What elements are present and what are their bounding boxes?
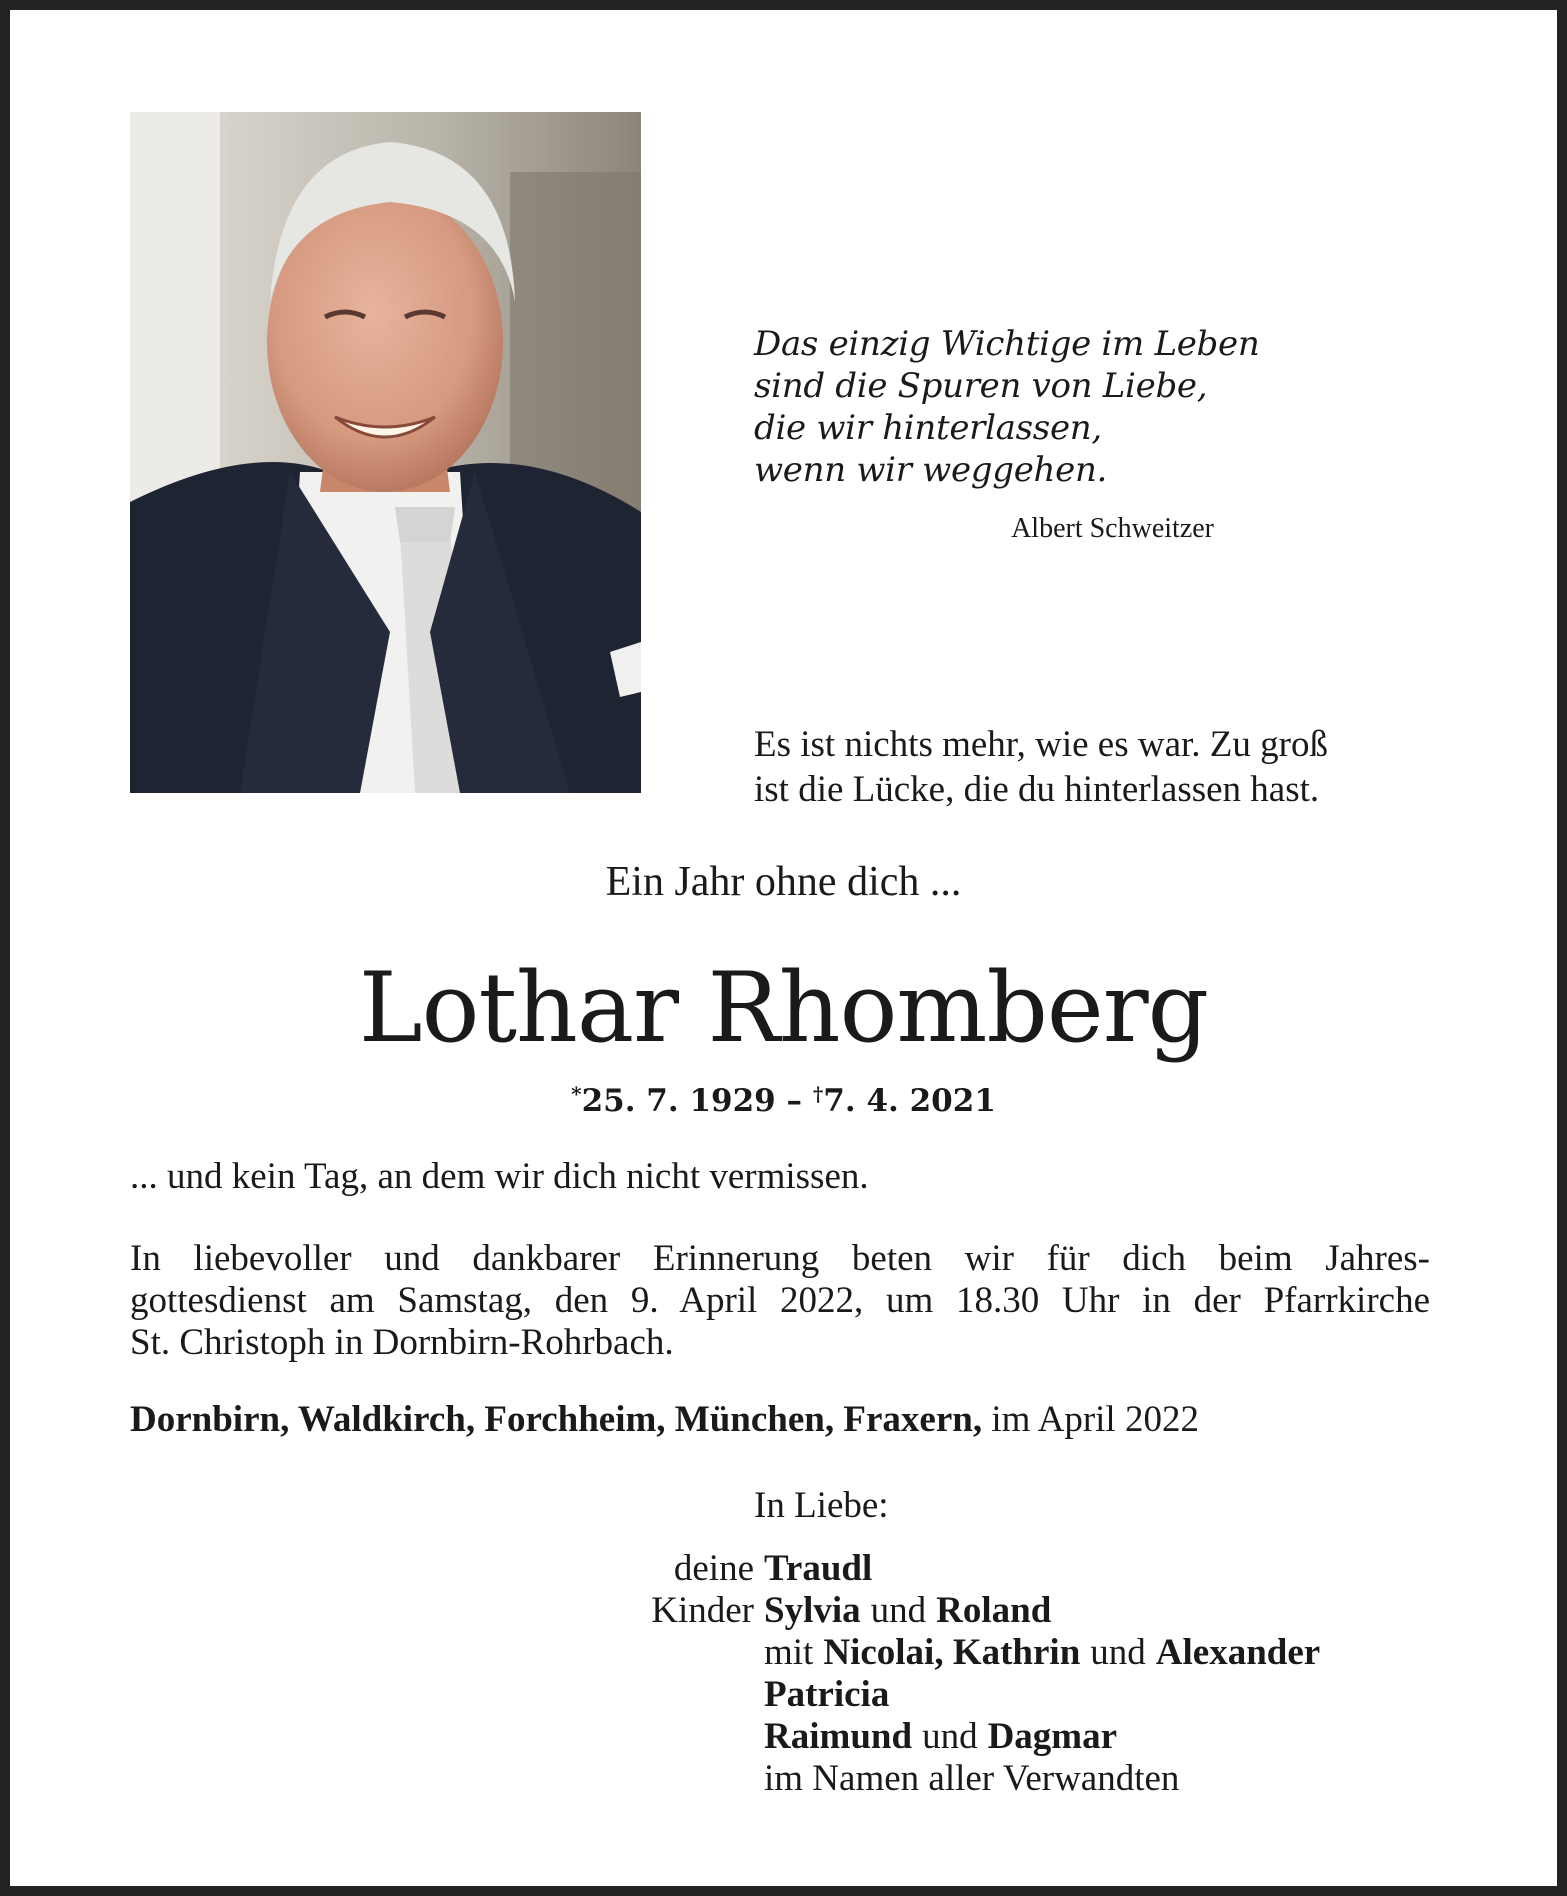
deceased-name: Lothar Rhomberg bbox=[358, 952, 1209, 1064]
family-list bbox=[570, 1548, 1470, 1800]
verse-block bbox=[754, 722, 1434, 812]
family-conj: und bbox=[922, 1716, 978, 1757]
signoff: In Liebe: bbox=[754, 1485, 889, 1526]
service-line: In liebevoller und dankbarer Erinnerung beten wir für dich beim Jahres- bbox=[130, 1238, 1430, 1279]
service-line: gottesdienst am Samstag, den 9. April 2022, um 18.30 Uhr in der Pfarrkirche bbox=[130, 1280, 1430, 1321]
family-name: Patricia bbox=[764, 1674, 890, 1715]
family-row bbox=[570, 1674, 1470, 1716]
places-names: Dornbirn, Waldkirch, Forchheim, München, Fraxern, bbox=[130, 1399, 983, 1440]
quote-line: sind die Spuren von Liebe, bbox=[754, 366, 1208, 406]
verse-line: Es ist nichts mehr, wie es war. Zu groß bbox=[754, 724, 1328, 765]
date-separator: – bbox=[775, 1083, 813, 1119]
verse-line: ist die Lücke, die du hinterlassen hast. bbox=[754, 769, 1320, 810]
quote-line: wenn wir weggehen. bbox=[754, 450, 1108, 490]
family-name: Traudl bbox=[764, 1548, 873, 1589]
family-row bbox=[570, 1590, 1470, 1632]
places-line bbox=[130, 1398, 1450, 1441]
family-name: Nicolai, Kathrin bbox=[823, 1632, 1081, 1673]
family-name: Raimund bbox=[764, 1716, 913, 1757]
family-row bbox=[570, 1758, 1470, 1800]
family-conj: mit bbox=[764, 1632, 814, 1673]
birth-symbol: * bbox=[571, 1082, 582, 1106]
family-row bbox=[570, 1716, 1470, 1758]
portrait-photo bbox=[130, 112, 641, 793]
service-announcement bbox=[130, 1238, 1430, 1364]
service-line: St. Christoph in Dornbirn-Rohrbach. bbox=[130, 1322, 674, 1363]
family-name: Sylvia bbox=[764, 1590, 861, 1631]
obituary-page bbox=[10, 10, 1557, 1886]
quote-line: die wir hinterlassen, bbox=[754, 408, 1102, 448]
family-name: Dagmar bbox=[987, 1716, 1118, 1757]
life-dates bbox=[10, 1082, 1557, 1119]
quote-line: Das einzig Wichtige im Leben bbox=[754, 324, 1260, 364]
death-symbol: † bbox=[812, 1082, 824, 1106]
family-row bbox=[570, 1548, 1470, 1590]
family-name: Alexander bbox=[1155, 1632, 1321, 1673]
family-conj: und bbox=[870, 1590, 927, 1631]
quote-block bbox=[754, 323, 1314, 491]
places-date: im April 2022 bbox=[991, 1399, 1199, 1440]
family-label: deine bbox=[673, 1548, 754, 1589]
intro-heading: Ein Jahr ohne dich ... bbox=[605, 859, 962, 905]
death-date: 7. 4. 2021 bbox=[823, 1083, 996, 1119]
family-name: Roland bbox=[936, 1590, 1052, 1631]
family-conj: und bbox=[1090, 1632, 1146, 1673]
family-row bbox=[570, 1632, 1470, 1674]
family-label: Kinder bbox=[651, 1590, 754, 1631]
quote-author: Albert Schweitzer bbox=[1011, 513, 1214, 544]
family-closing: im Namen aller Verwandten bbox=[764, 1758, 1180, 1799]
birth-date: 25. 7. 1929 bbox=[581, 1083, 776, 1119]
miss-text: ... und kein Tag, an dem wir dich nicht vermissen. bbox=[130, 1156, 869, 1197]
portrait-illustration bbox=[130, 112, 641, 793]
